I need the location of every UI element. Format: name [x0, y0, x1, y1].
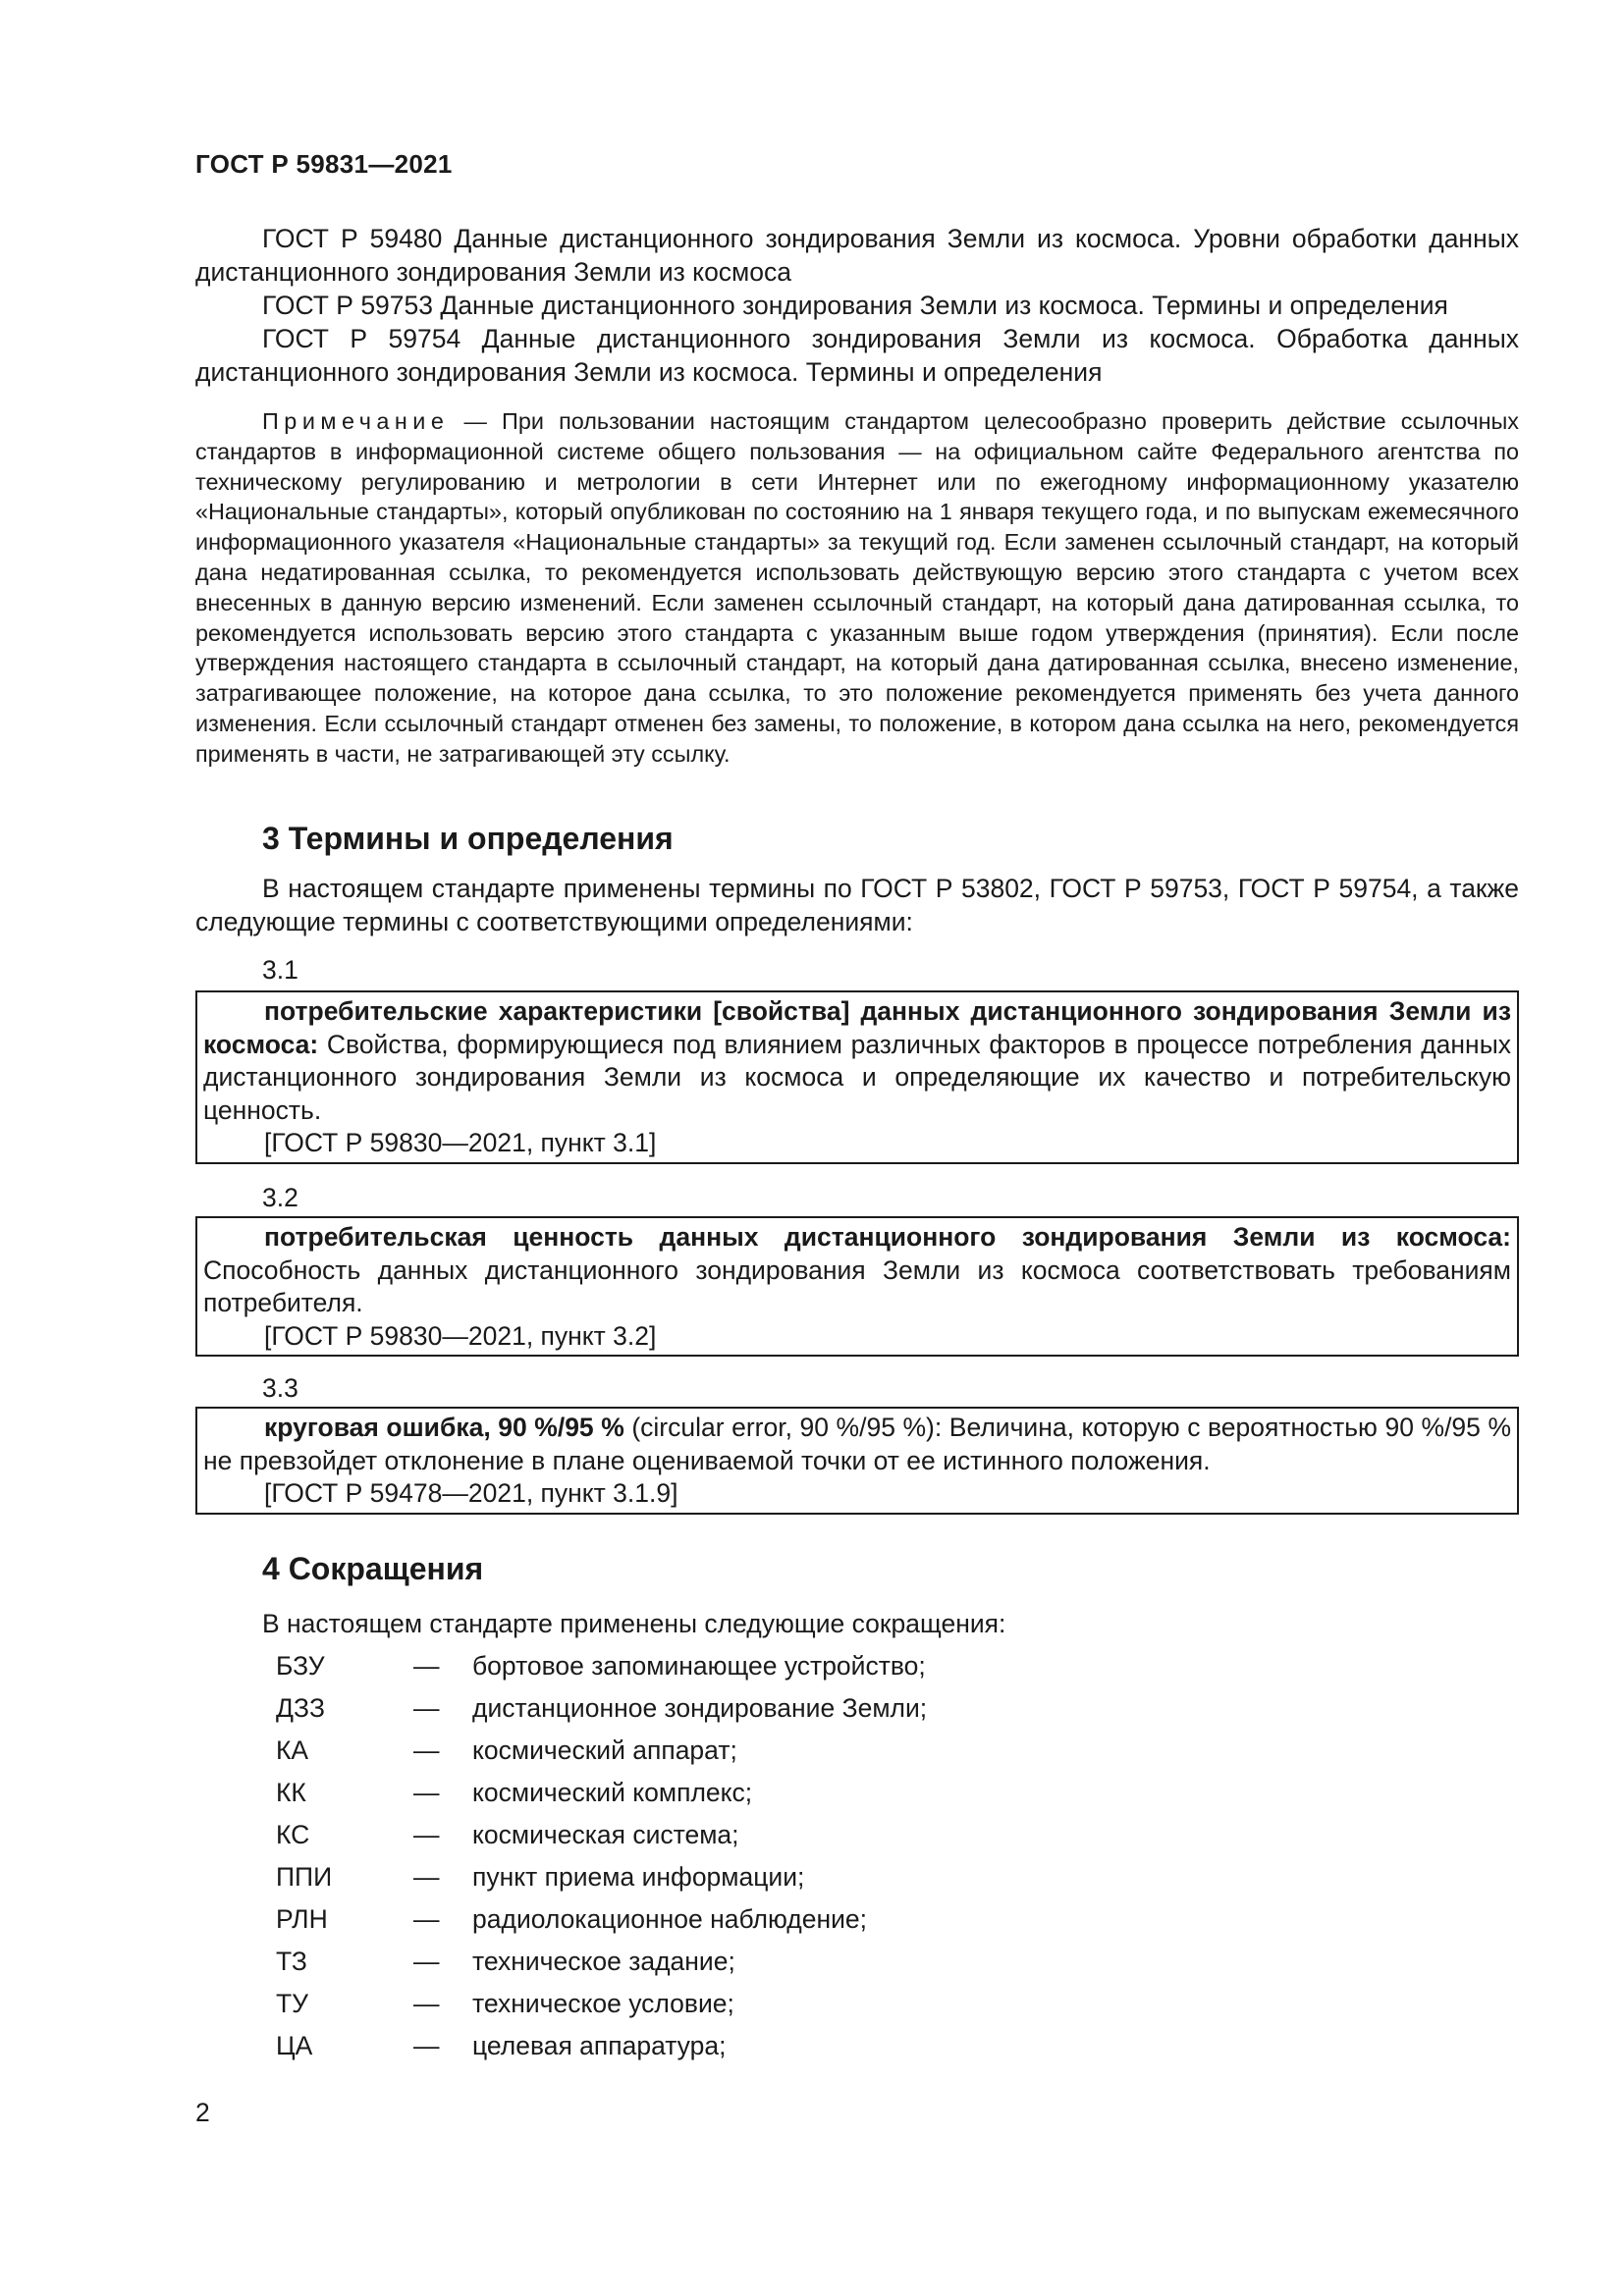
- abbreviation-list: [0, 1649, 1624, 2071]
- term-entry: [195, 1407, 1519, 1515]
- page-number: 2: [195, 2098, 210, 2127]
- abbreviation-dash: —: [413, 1947, 440, 1976]
- section-4-title: 4 Сокращения: [262, 1551, 484, 1586]
- abbreviation-description: техническое условие;: [472, 1989, 734, 2018]
- term-source: [ГОСТ Р 59830—2021, пункт 3.2]: [264, 1320, 657, 1351]
- abbreviation-description: радиолокационное наблюдение;: [472, 1904, 867, 1934]
- term-definition: Способность данных дистанционного зондирования Земли из космоса соответствовать требованиям потребителя.: [203, 1255, 1511, 1317]
- reference-item: ГОСТ Р 59753 Данные дистанционного зондирования Земли из космоса. Термины и определения: [262, 291, 1448, 320]
- abbreviation-code: КА: [276, 1735, 309, 1765]
- abbreviation-dash: —: [413, 1778, 440, 1807]
- note-text: — При пользовании настоящим стандартом целесообразно проверить действие ссылочных стандартов в информационной системе общего пользования — на официальном сайте Федерального агентства по техническому регулированию и метрологии в сети Интернет или по ежегодному информационному указателю «Национальные стандарты», который опубликован по состоянию на 1 января текущего года, и по выпускам ежемесячного информационного указателя «Национальные стандарты» за текущий год. Если заменен ссылочный стандарт, на который дана недатированная ссылка, то рекомендуется использовать действующую версию этого стандарта с учетом всех внесенных в данную версию изменений. Если заменен ссылочный стандарт, на который дана датированная ссылка, то рекомендуется использовать версию этого стандарта с указанным выше годом утверждения (принятия). Если после утверждения настоящего стандарта в ссылочный стандарт, на который дана датированная ссылка, внесено изменение, затрагивающее положение, на которое дана ссылка, то это положение рекомендуется применять без учета данного изменения. Если ссылочный стандарт отменен без замены, то положение, в котором дана ссылка на него, рекомендуется применять в части, не затрагивающей эту ссылку.: [195, 408, 1519, 767]
- term-number: 3.3: [262, 1373, 298, 1403]
- list-item: [0, 1818, 1624, 1860]
- term-definition: Свойства, формирующиеся под влиянием различных факторов в процессе потребления данных дистанционного зондирования Земли из космоса и определяющие их качество и потребительскую ценность.: [203, 1029, 1511, 1125]
- list-item: [0, 1734, 1624, 1776]
- reference-item: ГОСТ Р 59754 Данные дистанционного зондирования Земли из космоса. Обработка данных дистанционного зондирования Земли из космоса. Термины и определения: [195, 324, 1519, 387]
- term-number: 3.1: [262, 955, 298, 985]
- abbreviation-code: ППИ: [276, 1862, 333, 1892]
- abbreviation-description: космическая система;: [472, 1820, 739, 1849]
- note-block: [195, 406, 1519, 770]
- list-item: [0, 1860, 1624, 1902]
- list-item: [0, 2029, 1624, 2071]
- term-source: [ГОСТ Р 59830—2021, пункт 3.1]: [264, 1128, 657, 1157]
- abbreviation-description: космический комплекс;: [472, 1778, 753, 1807]
- term-source: [ГОСТ Р 59478—2021, пункт 3.1.9]: [264, 1478, 678, 1508]
- abbreviation-code: КК: [276, 1778, 306, 1807]
- abbreviation-dash: —: [413, 1904, 440, 1934]
- list-item: [0, 1945, 1624, 1987]
- abbreviation-dash: —: [413, 1820, 440, 1849]
- document-header: ГОСТ Р 59831—2021: [195, 149, 453, 179]
- note-label: Примечание: [262, 408, 450, 434]
- abbreviation-dash: —: [413, 2031, 440, 2060]
- term-name: потребительская ценность данных дистанционного зондирования Земли из космоса:: [264, 1222, 1511, 1252]
- abbreviation-dash: —: [413, 1989, 440, 2018]
- abbreviation-dash: —: [413, 1862, 440, 1892]
- term-entry: [195, 1216, 1519, 1357]
- list-item: [0, 1902, 1624, 1945]
- abbreviation-description: пункт приема информации;: [472, 1862, 805, 1892]
- section-3-intro: В настоящем стандарте применены термины по ГОСТ Р 53802, ГОСТ Р 59753, ГОСТ Р 59754, а также следующие термины с соответствующими определениями:: [195, 874, 1519, 936]
- term-name: круговая ошибка, 90 %/95 %: [264, 1413, 624, 1442]
- section-3-title: 3 Термины и определения: [262, 821, 674, 856]
- abbreviation-code: БЗУ: [276, 1651, 325, 1681]
- normative-references: [195, 222, 1519, 389]
- abbreviation-dash: —: [413, 1693, 440, 1723]
- abbreviation-description: техническое задание;: [472, 1947, 735, 1976]
- list-item: [0, 1776, 1624, 1818]
- list-item: [0, 1691, 1624, 1734]
- abbreviation-dash: —: [413, 1735, 440, 1765]
- term-definition: (circular error, 90 %/95 %): Величина, которую с вероятностью 90 %/95 % не превзойдет отклонение в плане оцениваемой точки от ее истинного положения.: [203, 1413, 1512, 1475]
- abbreviation-code: РЛН: [276, 1904, 328, 1934]
- abbreviation-dash: —: [413, 1651, 440, 1681]
- term-entry: [195, 990, 1519, 1164]
- term-number: 3.2: [262, 1183, 298, 1212]
- abbreviation-code: ЦА: [276, 2031, 313, 2060]
- section-4-intro: В настоящем стандарте применены следующие сокращения:: [262, 1609, 1006, 1638]
- abbreviation-description: космический аппарат;: [472, 1735, 737, 1765]
- list-item: [0, 1987, 1624, 2029]
- list-item: [0, 1649, 1624, 1691]
- abbreviation-description: бортовое запоминающее устройство;: [472, 1651, 926, 1681]
- abbreviation-code: ДЗЗ: [276, 1693, 325, 1723]
- term-name: потребительские характеристики [свойства] данных дистанционного зондирования Земли из космоса:: [203, 996, 1511, 1059]
- abbreviation-code: ТУ: [276, 1989, 309, 2018]
- abbreviation-code: ТЗ: [276, 1947, 307, 1976]
- abbreviation-code: КС: [276, 1820, 310, 1849]
- abbreviation-description: целевая аппаратура;: [472, 2031, 727, 2060]
- reference-item: ГОСТ Р 59480 Данные дистанционного зондирования Земли из космоса. Уровни обработки данных дистанционного зондирования Земли из космоса: [195, 224, 1519, 287]
- abbreviation-description: дистанционное зондирование Земли;: [472, 1693, 928, 1723]
